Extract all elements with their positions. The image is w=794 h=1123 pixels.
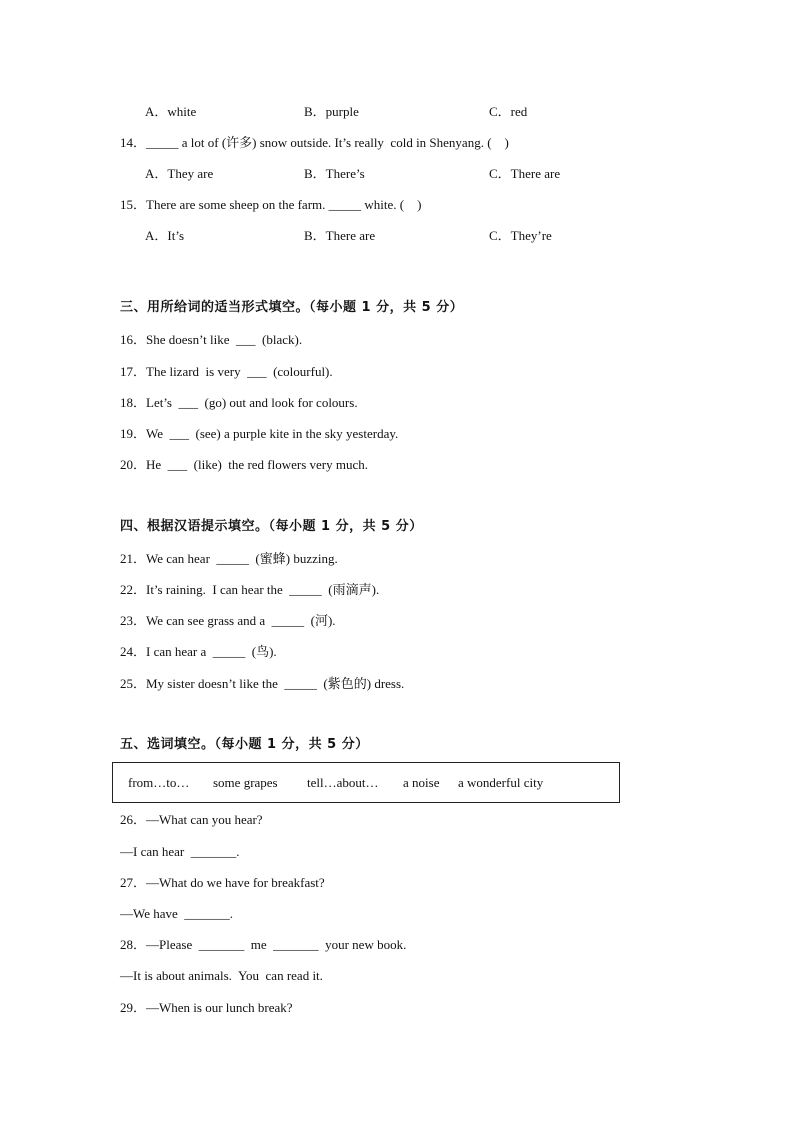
q14-option-c: C．There are: [489, 166, 561, 181]
question-14: 14．_____ a lot of (许多) snow outside. It’s really cold in Shenyang. ( ): [120, 135, 509, 150]
section-4-heading: 四、根据汉语提示填空。（每小题 1 分，共 5 分）: [120, 519, 423, 534]
question-17: 17．The lizard is very ___ (colourful).: [120, 364, 333, 379]
question-21: 21．We can hear _____ (蜜蜂) buzzing.: [120, 551, 338, 566]
word-bank-item: a noise: [403, 775, 440, 790]
q13-option-a: A．white: [145, 104, 197, 119]
question-19: 19．We ___ (see) a purple kite in the sky yesterday.: [120, 426, 399, 441]
section-5-heading: 五、选词填空。（每小题 1 分，共 5 分）: [120, 737, 369, 752]
question-26: 26．—What can you hear?: [120, 812, 263, 827]
q15-option-c: C．They’re: [489, 228, 552, 243]
word-bank-item: tell…about…: [307, 775, 379, 790]
question-27: 27．—What do we have for breakfast?: [120, 875, 325, 890]
word-bank-item: from…to…: [128, 775, 190, 790]
q13-option-b: B．purple: [304, 104, 359, 119]
answer-28: —It is about animals. You can read it.: [120, 968, 323, 983]
question-24: 24．I can hear a _____ (鸟).: [120, 644, 277, 659]
question-16: 16．She doesn’t like ___ (black).: [120, 332, 303, 347]
question-25: 25．My sister doesn’t like the _____ (紫色的) dress.: [120, 676, 405, 691]
q14-option-b: B．There’s: [304, 166, 365, 181]
answer-27: —We have _______.: [120, 906, 234, 921]
q14-option-a: A．They are: [145, 166, 214, 181]
q15-option-b: B．There are: [304, 228, 376, 243]
question-29: 29．—When is our lunch break?: [120, 1000, 293, 1015]
answer-26: —I can hear _______.: [120, 844, 240, 859]
word-bank-item: some grapes: [213, 775, 278, 790]
question-18: 18．Let’s ___ (go) out and look for colours.: [120, 395, 358, 410]
question-22: 22．It’s raining. I can hear the _____ (雨滴声).: [120, 582, 380, 597]
q13-option-c: C．red: [489, 104, 528, 119]
word-bank-item: a wonderful city: [458, 775, 544, 790]
word-bank-box: [112, 762, 620, 803]
section-3-heading: 三、用所给词的适当形式填空。（每小题 1 分，共 5 分）: [120, 300, 464, 315]
question-23: 23．We can see grass and a _____ (河).: [120, 613, 336, 628]
question-20: 20．He ___ (like) the red flowers very much.: [120, 457, 369, 472]
question-28: 28．—Please _______ me _______ your new book.: [120, 937, 407, 952]
q15-option-a: A．It’s: [145, 228, 185, 243]
question-15: 15．There are some sheep on the farm. _____ white. ( ): [120, 197, 422, 212]
